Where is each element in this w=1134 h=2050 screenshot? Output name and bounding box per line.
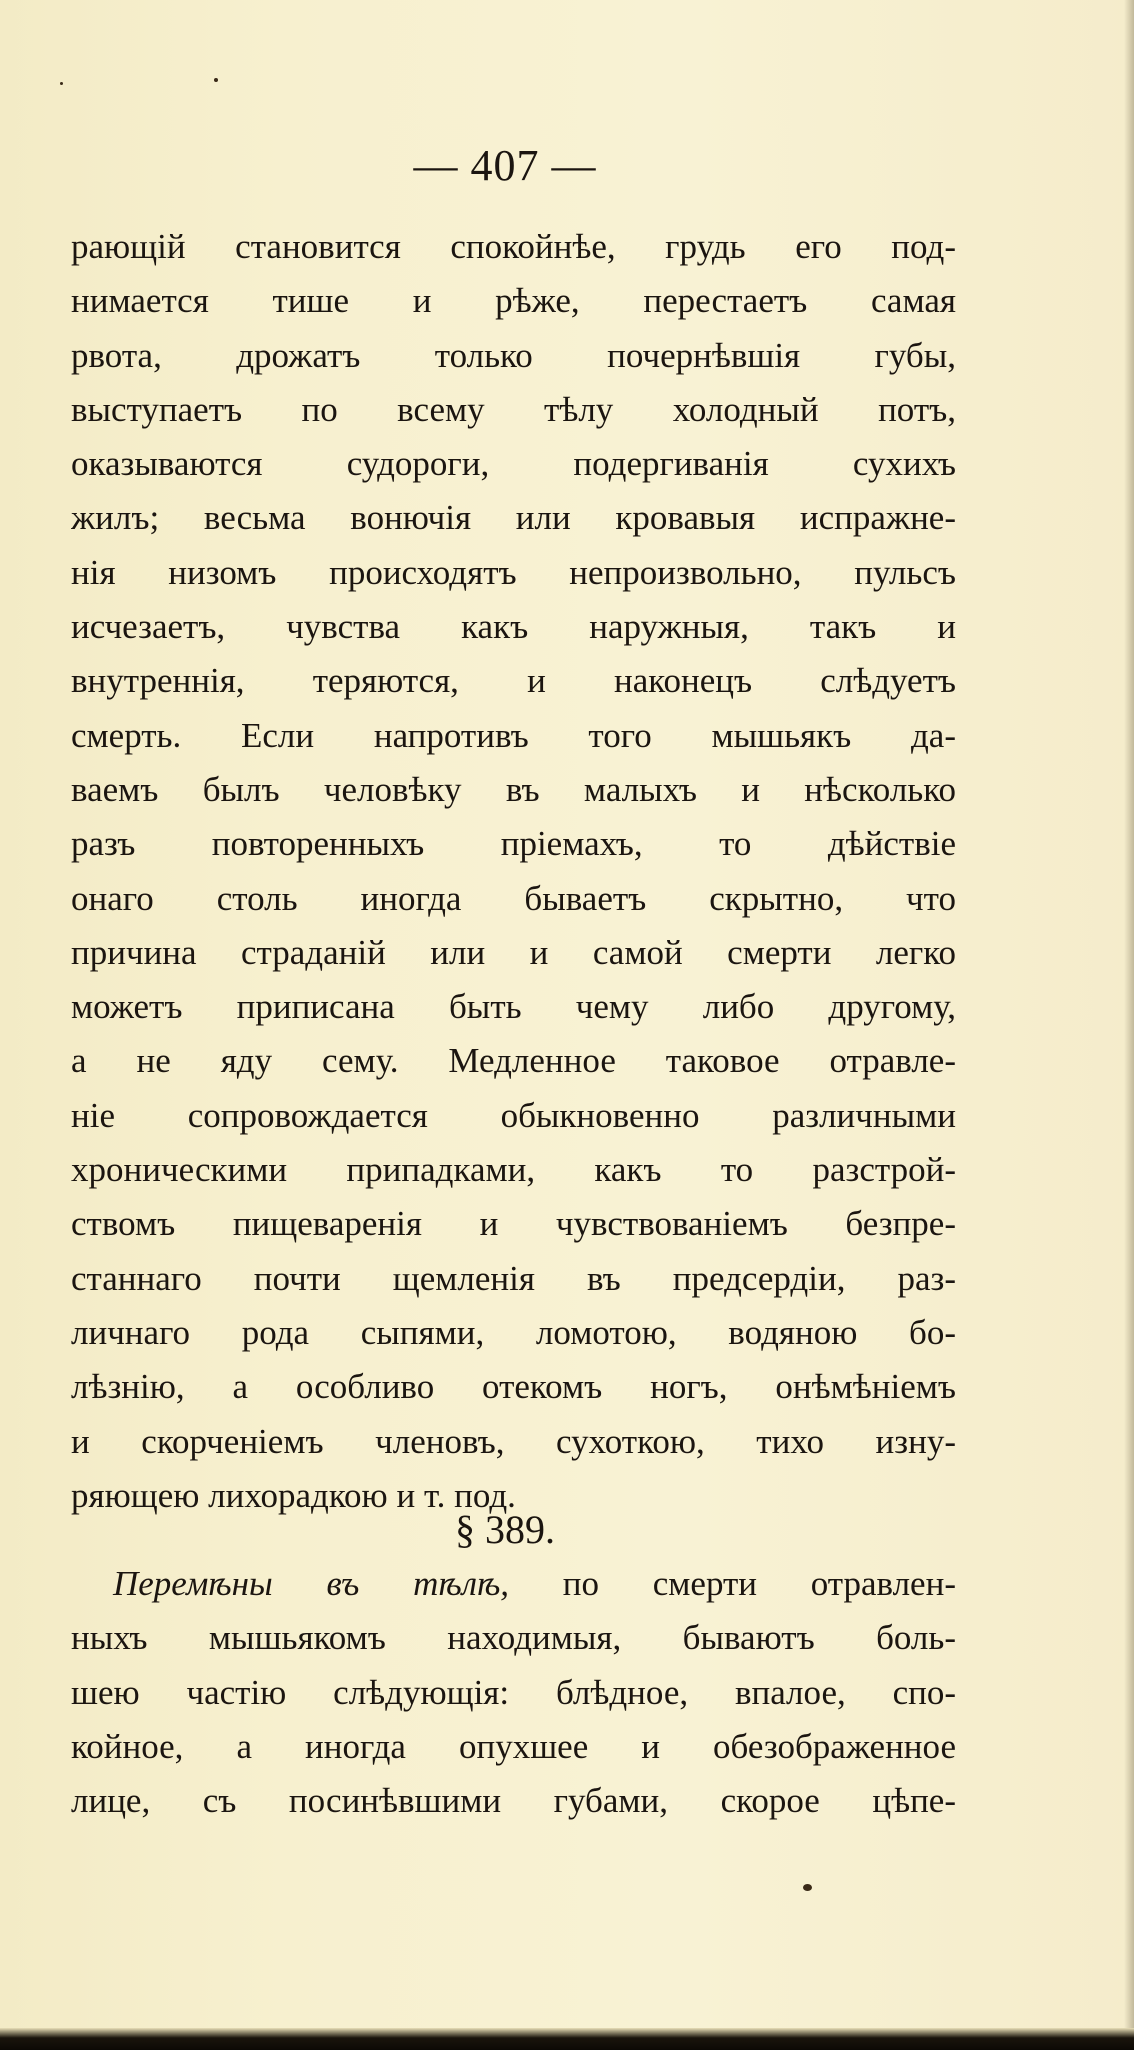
ink-speck [214, 78, 218, 82]
text-line: смерть. Если напротивъ того мышьякъ да- [71, 715, 956, 755]
page-edge-shadow [1124, 0, 1134, 2050]
ink-speck [803, 1884, 812, 1891]
text-line: выступаетъ по всему тѣлу холодный потъ, [71, 389, 956, 429]
text-line-first [71, 1557, 956, 1611]
text-line: причина страданій или и самой смерти легко [71, 932, 956, 972]
text-line: внутреннія, теряются, и наконецъ слѣдуетъ [71, 661, 956, 701]
italic-lead: Перемѣны въ тѣлѣ, [113, 1564, 510, 1603]
text-line: хроническими припадками, какъ то разстрой- [71, 1150, 956, 1190]
text-line: рвота, дрожатъ только почернѣвшія губы, [71, 335, 956, 375]
paragraph-2 [71, 1557, 956, 1828]
text-line: ряющею лихорадкою и т. под. [71, 1475, 516, 1515]
text-line: койное, а иногда опухшее и обезображенное [71, 1726, 956, 1766]
text-line: шею частію слѣдующія: блѣдное, впалое, спо- [71, 1672, 956, 1712]
text-line: рающій становится спокойнѣе, грудь его под- [71, 227, 956, 266]
text-line: а не яду сему. Медленное таковое отравле- [71, 1041, 956, 1081]
text-line: лице, съ посинѣвшими губами, скорое цѣпе- [71, 1781, 956, 1821]
text-line: ніе сопровождается обыкновенно различными [71, 1095, 956, 1135]
text-line: станнаго почти щемленія въ предсердіи, раз- [71, 1258, 956, 1298]
text-line: ныхъ мышьякомъ находимыя, бываютъ боль- [71, 1618, 956, 1658]
text-line: можетъ приписана быть чему либо другому, [71, 987, 956, 1027]
text-line: жилъ; весьма вонючія или кровавыя испражне- [71, 498, 956, 538]
first-line-rest: по смерти отравлен- [509, 1564, 956, 1603]
text-line: разъ повторенныхъ пріемахъ, то дѣйствіе [71, 824, 956, 864]
text-line: нимается тише и рѣже, перестаетъ самая [71, 281, 956, 321]
text-line: онаго столь иногда бываетъ скрытно, что [71, 878, 956, 918]
text-line: нія низомъ происходятъ непроизвольно, пульсъ [71, 552, 956, 592]
text-line: личнаго рода сыпями, ломотою, водяною бо- [71, 1312, 956, 1352]
text-line: и скорченіемъ членовъ, сухоткою, тихо изну- [71, 1421, 956, 1461]
ink-speck [60, 82, 63, 85]
text-line: ствомъ пищеваренія и чувствованіемъ безпре- [71, 1204, 956, 1244]
text-line: лѣзнію, а особливо отекомъ ногъ, онѣмѣніемъ [71, 1367, 956, 1407]
text-line: ваемъ былъ человѣку въ малыхъ и нѣсколько [71, 769, 956, 809]
page-number: — 407 — [413, 141, 597, 190]
text-line: оказываются судороги, подергиванія сухихъ [71, 444, 956, 484]
section-heading: § 389. [455, 1507, 555, 1552]
page-bottom-edge [0, 2028, 1134, 2050]
text-line: исчезаетъ, чувства какъ наружныя, такъ и [71, 607, 956, 647]
paragraph-1 [71, 220, 956, 1523]
